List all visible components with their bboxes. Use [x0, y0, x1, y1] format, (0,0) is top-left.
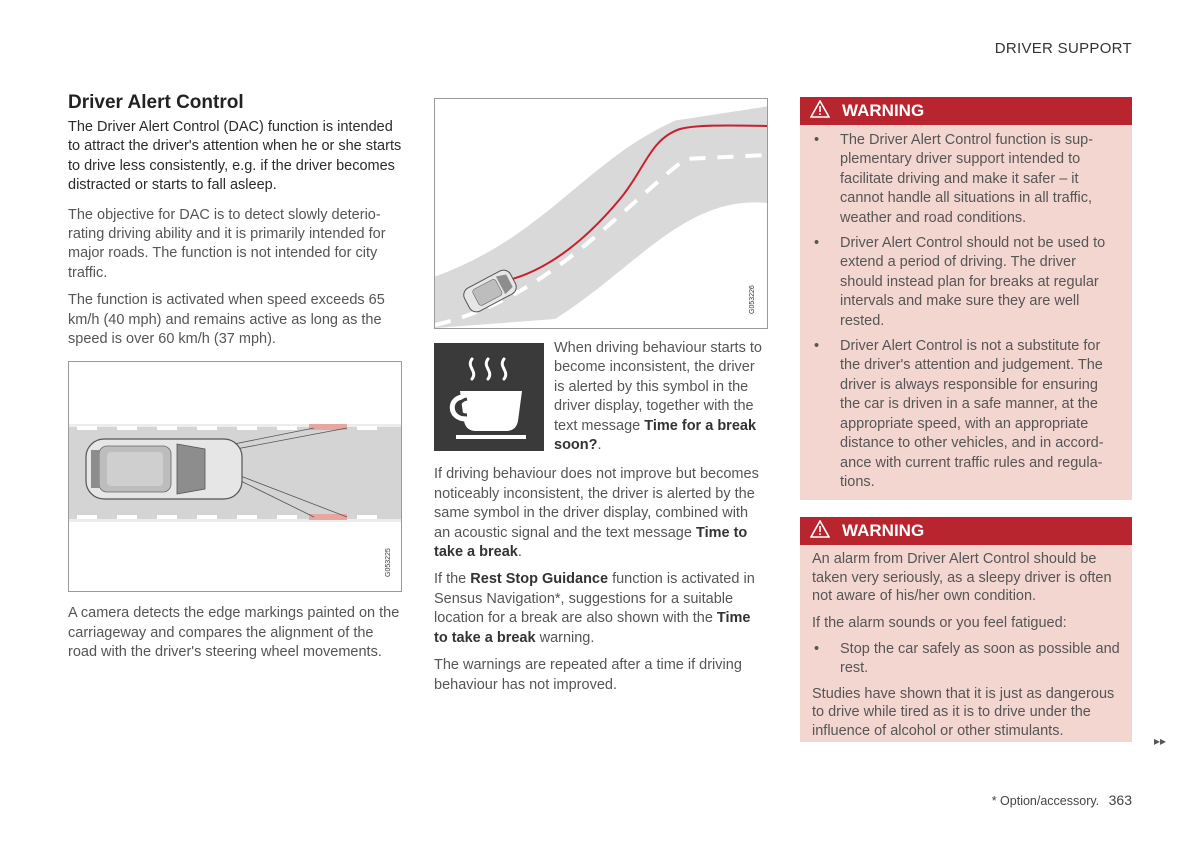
page-footer	[992, 792, 1132, 808]
figure-code: G053225	[385, 548, 392, 578]
column-right	[800, 97, 1132, 742]
repeat-paragraph: The warnings are repeated after a time if driving behaviour has not improved.	[434, 657, 742, 693]
warning-box-1	[800, 97, 1132, 500]
rest-stop-guidance-term: Rest Stop Guidance	[470, 571, 609, 588]
warning-header	[800, 97, 1132, 125]
list-item: • Driver Alert Control is not a substitute for the driver's attention and judgement. The driver is always responsible for ensuring the car is driven in a safe manner, at the appropriate speed, with an appropriate distance to other vehicles, and in accordance with current traffic rules and regulations.	[812, 337, 1120, 492]
coffee-cup-icon	[434, 343, 544, 451]
warning-paragraph: An alarm from Driver Alert Control should be taken very seriously, as a sleepy driver is often not aware of his/her own condition.	[812, 551, 1112, 604]
list-item: • The Driver Alert Control function is supplementary driver support intended to facilitate driving and make it safer – it cannot handle all situations in all traffic, weather and road conditions.	[812, 131, 1120, 228]
warning-triangle-icon	[810, 520, 830, 543]
road-curve-illustration	[435, 99, 767, 328]
warning-triangle-icon	[810, 100, 830, 123]
running-header: DRIVER SUPPORT	[994, 40, 1132, 57]
warning-list	[812, 640, 1120, 679]
warning-label: WARNING	[842, 521, 925, 540]
warning-list	[812, 131, 1120, 492]
car-top-view	[86, 439, 242, 499]
symbol-description: When driving behaviour starts to become inconsistent, the driver is alerted by this symbol in the driver display, together with the text message Time for a break soon?.	[554, 340, 762, 454]
message-time-to-take-break-2: Time to take a break	[434, 610, 751, 646]
intro-paragraph: The Driver Alert Control (DAC) function is intended to attract the driver's attention when he or she starts to drive less consistently, e.g. if the driver becomes distracted or starts to fall asleep.	[68, 119, 402, 194]
warning-box-2	[800, 517, 1132, 742]
list-item: • Driver Alert Control should not be used to extend a period of driving. The driver should instead plan for breaks at regular intervals and make sure they are well rested.	[812, 234, 1120, 331]
footnote: * Option/accessory.	[991, 794, 1100, 808]
escalation-paragraph: If driving behaviour does not improve but becomes noticeably inconsistent, the driver is alerted by the same symbol in the driver display, combined with an acoustic signal and the text message Time to take a break.	[434, 466, 759, 561]
page-number: 363	[1108, 792, 1132, 808]
rest-stop-paragraph: If the Rest Stop Guidance function is activated in Sensus Navigation*, suggestions for a suitable location for a break are also shown with the Time to take a break warning.	[434, 571, 755, 646]
warning-header	[800, 517, 1132, 545]
column-left	[68, 92, 403, 671]
section-title: Driver Alert Control	[68, 92, 244, 113]
route-figure	[434, 98, 768, 329]
symbol-block	[434, 340, 768, 455]
column-middle	[434, 98, 768, 703]
figure-code: G053226	[749, 285, 756, 314]
camera-lane-figure	[68, 361, 402, 592]
message-time-for-break-soon: Time for a break soon?	[554, 417, 757, 454]
message-time-to-take-break: Time to take a break	[434, 524, 748, 561]
lane-detection-illustration	[69, 362, 401, 591]
warning-paragraph: If the alarm sounds or you feel fatigued:	[812, 614, 1067, 631]
activation-paragraph: The function is activated when speed exceeds 65 km/h (40 mph) and remains active as long as the speed is over 60 km/h (37 mph).	[68, 292, 385, 348]
objective-paragraph: The objective for DAC is to detect slowly deteriorating driving ability and it is primarily intended for major roads. The function is not intended for city traffic.	[68, 206, 386, 281]
warning-label: WARNING	[842, 101, 925, 120]
camera-caption: A camera detects the edge markings painted on the carriageway and compares the alignment of the road with the driver's steering wheel movements.	[68, 605, 400, 661]
warning-paragraph: Studies have shown that it is just as dangerous to drive while tired as it is to drive under the influence of alcohol or other stimulants.	[812, 685, 1115, 739]
list-item: • Stop the car safely as soon as possible and rest.	[812, 640, 1120, 679]
next-page-arrows-icon[interactable]: ▸▸	[1153, 734, 1166, 748]
